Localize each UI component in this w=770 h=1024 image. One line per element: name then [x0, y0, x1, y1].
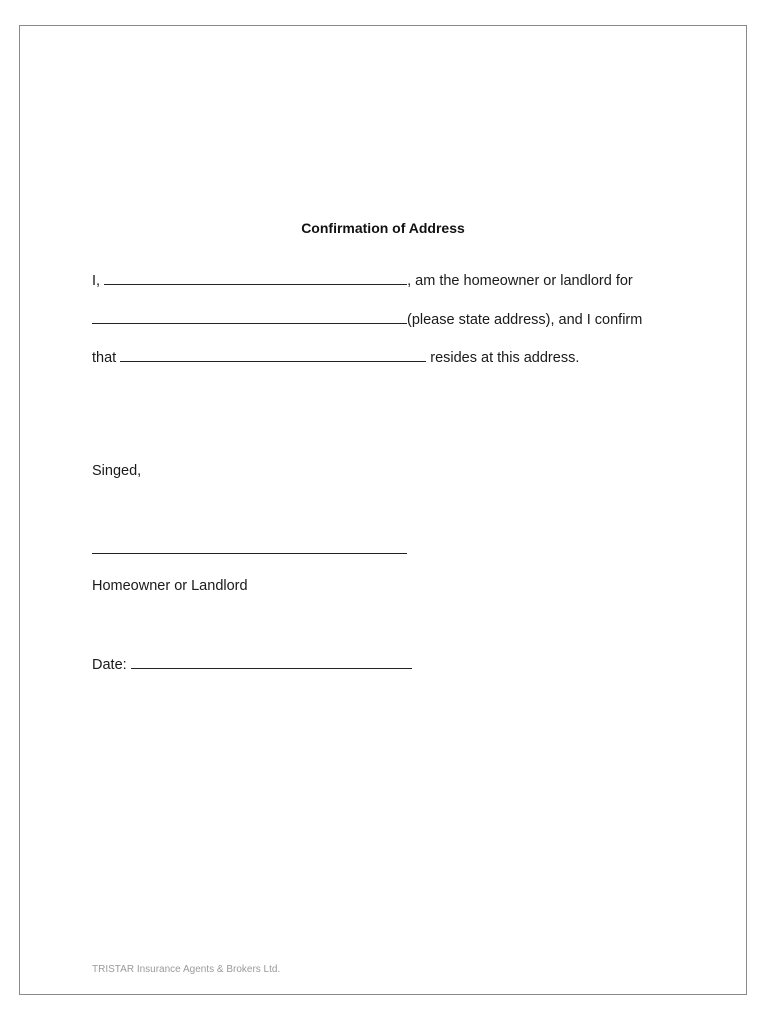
company-footer: TRISTAR Insurance Agents & Brokers Ltd.	[92, 964, 281, 975]
line3-prefix: that	[92, 350, 117, 366]
line2-suffix: (please state address), and I confirm	[407, 312, 643, 328]
statement-line-3	[92, 348, 579, 366]
statement-line-1	[92, 271, 633, 289]
name-blank[interactable]	[104, 271, 407, 285]
statement-line-2	[92, 310, 642, 328]
document-page	[19, 25, 747, 995]
date-line	[92, 655, 412, 673]
signature-blank[interactable]	[92, 540, 407, 554]
signature-line	[92, 540, 407, 558]
date-label: Date:	[92, 657, 127, 673]
signature-caption: Homeowner or Landlord	[92, 578, 248, 594]
signed-label: Singed,	[92, 463, 142, 479]
address-blank[interactable]	[92, 310, 407, 324]
resident-name-blank[interactable]	[120, 348, 426, 362]
line1-suffix: , am the homeowner or landlord for	[407, 273, 633, 289]
line1-prefix: I,	[92, 273, 101, 289]
document-title: Confirmation of Address	[301, 220, 465, 236]
line3-suffix: resides at this address.	[430, 350, 580, 366]
date-blank[interactable]	[131, 655, 412, 669]
